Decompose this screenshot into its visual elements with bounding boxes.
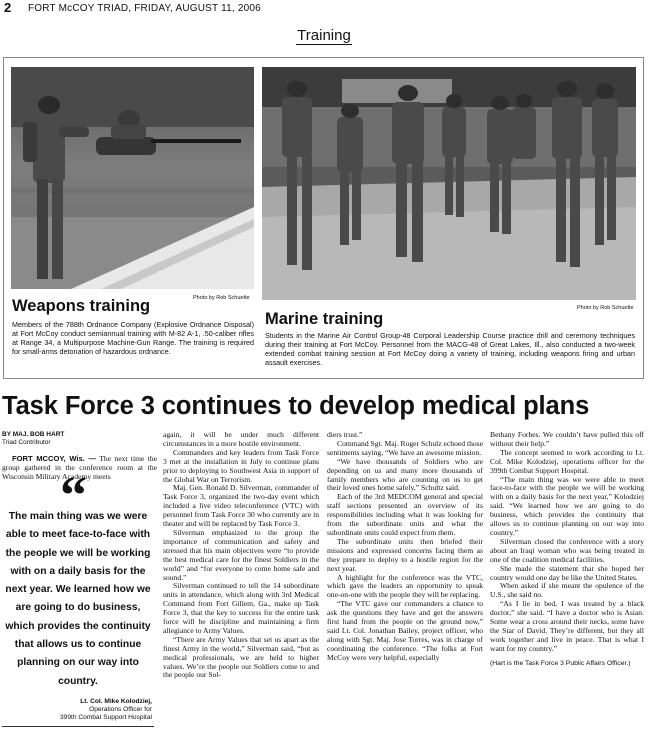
article-headline: Task Force 3 continues to develop medical plans bbox=[2, 392, 590, 420]
pull-quote: The main thing was we were able to meet face-to-face with the people we will be working with on a daily basis for the next year. We learned how we are going to do business, which provides the continuity that allows us to continue planning on our way into country. bbox=[5, 511, 151, 687]
marine-training-title: Marine training bbox=[265, 310, 384, 328]
quote-attr-name: Lt. Col. Mike Kolodziej, bbox=[80, 698, 152, 705]
col4-p7: “As I lie in bed, I was treated by a black doctor,” she said. “I have a doctor who is Asian. Some wear a cross around their necks, some have the Star of David. They’re different, but they all work together and live in peace. That is what I want for my country.” bbox=[490, 599, 644, 653]
col2-p6: “There are Army Values that set us apart as the finest Army in the world,” Silverman said, “but as medical professionals, we are held to higher values. We’re the people our Soldiers come to and the people our Sol- bbox=[163, 634, 319, 680]
marine-photo-image bbox=[262, 67, 636, 300]
col3-p7: “The VTC gave our commanders a chance to ask the questions they have and get the answers first hand from the people on the ground now,” said Lt. Col. Jonathan Bailey, project officer, who along with Sgt. Maj. Jose Torres, was in charge of coordinating the conference. “The folks at Fort McCoy were very helpful, especially bbox=[327, 599, 483, 662]
col3-p3: “We have thousands of Soldiers who are depending on us and many more thousands of family members who are counting on us to get their loved ones home safely,” Schultz said. bbox=[327, 456, 483, 493]
col2-p2: Commanders and key leaders from Task Force 3 met at the installation in July to continue plans prior to deploying to Southwest Asia in support of the Global War on Terrorism. bbox=[163, 447, 319, 484]
quote-attr-title2: 399th Combat Support Hospital bbox=[59, 714, 152, 721]
marine-training-photo bbox=[262, 67, 636, 300]
col3-p5: The subordinate units then briefed their missions and expressed concerns facing them as they prepare to deploy to a hostile region for the next year. bbox=[327, 536, 483, 573]
col2-p4: Silverman emphasized to the group the importance of communication and safety and stressed that his main objectives were “to provide the best medical care for the finest Soldiers in the world” and “for everyone to come home safe and sound.” bbox=[163, 527, 319, 582]
col2-p5: Silverman continued to tell the 14 subordinate units in attendance, which along with 3rd Medical Command from Fort Gillem, Ga., make up Task Force 3, that the key to success for the entire task force will be discipline and maintaining a firm allegiance to Army Values. bbox=[163, 581, 319, 635]
quote-attribution bbox=[2, 698, 152, 722]
marine-photo-credit: Photo by Rob Schuette bbox=[577, 305, 634, 311]
col2-p1: again, it will be under much different circumstances in a more hostile environment. bbox=[163, 430, 319, 448]
col4-p1: Bethany Forbes. We couldn’t have pulled this off without their help.” bbox=[490, 430, 644, 448]
col3-p6: A highlight for the conference was the VTC, which gave the leaders an opportunity to speak one-on-one with the people they will be replacing. bbox=[327, 572, 483, 600]
col2-p3: Maj. Gen. Ronald D. Silverman, commander of Task Force 3, organized the two-day event which included a live video teleconference (VTC) with personnel from Task Force 30 who currently are in theater and will be replaced by Task Force 3. bbox=[163, 483, 319, 529]
col4-p2: The concept seemed to work according to Lt. Col. Mike Kolodziej, operations officer for the 399th Combat Support Hospital. bbox=[490, 447, 644, 475]
byline bbox=[2, 431, 157, 447]
quote-rule bbox=[2, 726, 154, 727]
col4-p3: “The main thing was we were able to meet face-to-face with the people we will be working with on a daily basis for the next year,” Kolodziej said. “We learned how we are going to do business, which provides the continuity that allows us to continue planning on our way into country.” bbox=[490, 474, 644, 537]
byline-role: Triad Contributor bbox=[2, 439, 51, 446]
marine-training-caption: Students in the Marine Air Control Group-48 Corporal Leadership Course practice drill and ceremony techniques during their training at Fort McCoy. Personnel from the MACG-48 of Great Lakes, Ill., also conducted a two-week extended combat training session at Fort McCoy doing a variety of training, including weapons firing and urban assault exercises. bbox=[265, 331, 635, 367]
article-column-4 bbox=[490, 431, 644, 669]
page-number: 2 bbox=[4, 0, 12, 15]
section-title bbox=[0, 27, 648, 44]
section-title-text: Training bbox=[297, 27, 351, 44]
byline-name: BY MAJ. BOB HART bbox=[2, 431, 65, 438]
col4-p5: She made the statement that she hoped her country would one day be like the United States. bbox=[490, 563, 644, 582]
col3-p2: Command Sgt. Maj. Roger Schulz echoed those sentiments saying, “We have an awesome mission. bbox=[327, 438, 483, 457]
weapons-photo-image bbox=[11, 67, 254, 289]
quote-attr-title1: Operations Officer for bbox=[89, 706, 152, 713]
running-head: FORT McCOY TRIAD, FRIDAY, AUGUST 11, 2006 bbox=[28, 3, 261, 14]
weapons-training-title: Weapons training bbox=[12, 297, 151, 315]
weapons-training-photo bbox=[11, 67, 254, 289]
weapons-photo-credit: Photo by Rob Schuette bbox=[193, 295, 250, 301]
weapons-training-caption: Members of the 788th Ordnance Company (Explosive Ordnance Disposal) at Fort McCoy conduct semiannual training with M-82 A-1, .50-caliber rifles at Range 34, a Multipurpose Machine-Gun Range. The training is required for small-arms detonation of hazardous ordnance. bbox=[12, 320, 254, 356]
endnote: (Hart is the Task Force 3 Public Affairs Officer.) bbox=[490, 659, 631, 667]
col3-p1: diers trust.” bbox=[327, 430, 363, 439]
col4-p6: When asked if she meant the opulence of the U.S., she said no. bbox=[490, 581, 644, 600]
quote-mark: “ bbox=[60, 465, 87, 525]
article-column-2 bbox=[163, 431, 319, 680]
dateline: FORT MCCOY, Wis. — bbox=[12, 454, 97, 463]
col4-p4: Silverman closed the conference with a story about an Iraqi woman who was being treated in one of the coalition medical facilities. bbox=[490, 536, 644, 564]
article-column-3 bbox=[327, 431, 483, 663]
col3-p4: Each of the 3rd MEDCOM general and special staff sections presented an overview of its responsibilities including what it was looking for from the subordinate units and what the subordinate units could expect from them. bbox=[327, 492, 483, 537]
lead-text: The next time the group gathered in the conference room at the Wisconsin Military Academy meets bbox=[2, 454, 157, 481]
